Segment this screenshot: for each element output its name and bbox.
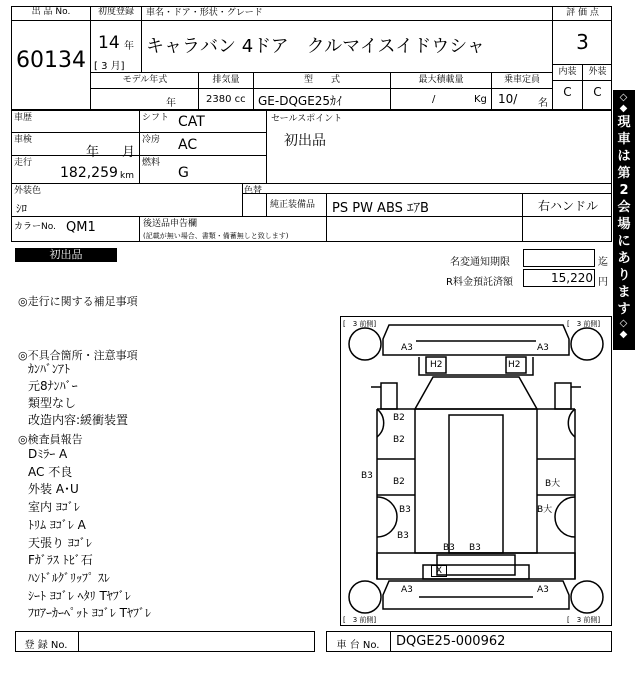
max-load-label: 最大積載量 (418, 75, 464, 85)
shift: CAT (178, 114, 205, 130)
corner-label-tl: [ 3 前側] (343, 320, 377, 328)
displacement-label: 排気量 (212, 75, 240, 85)
side-banner-bottom-diamond: ◇◆ (618, 318, 629, 340)
capacity-unit: 名 (538, 98, 548, 109)
aftermarket-label: 後送品申告欄 (143, 219, 198, 229)
side-banner-text (613, 114, 635, 318)
inspector-heading: ◎検査員報告 (18, 433, 83, 446)
mark-headlight-left: H2 (430, 360, 443, 370)
defect-item: 類型なし (28, 396, 77, 410)
model-code-label: 型 式 (303, 75, 340, 85)
mark-rear-x: X (431, 565, 447, 577)
shift-label: シフト (142, 113, 170, 123)
inspector-item: ﾊﾝﾄﾞﾙｸﾞﾘｯﾌﾟ ｽﾚ (28, 570, 110, 585)
steering: 右ハンドル (538, 199, 599, 213)
first-reg-month: [ 3 月] (94, 61, 125, 72)
color-change-label: 色替 (244, 186, 263, 196)
mark-left-rear-2: B3 (397, 531, 409, 541)
mark-back-panel-2: B3 (469, 543, 481, 553)
color-no: QM1 (66, 220, 96, 235)
equipment-label: 純正装備品 (270, 200, 316, 210)
inspector-item: 室内 ﾖｺﾞﾚ (28, 500, 80, 515)
inspector-item: ｼｰﾄ ﾖｺﾞﾚ ﾍﾀﾘ Tﾔﾌﾞﾚ (28, 588, 131, 603)
mileage: 182,259 (60, 165, 118, 181)
fuel-label: 燃料 (142, 158, 161, 168)
mark-right-rear-2: B大 (537, 505, 553, 515)
mark-left-rear-1: B3 (399, 505, 411, 515)
recycle-unit: 円 (598, 277, 608, 288)
year-unit: 年 (124, 41, 134, 52)
sales-point-label: セールスポイント (271, 114, 343, 124)
inspector-item: 外装 A･U (28, 482, 79, 497)
defect-item: 元8ﾅﾝﾊﾞｰ (28, 379, 78, 393)
exterior-label: 外装 (588, 67, 607, 77)
corner-label-bl: [ 3 前側] (343, 616, 377, 624)
mark-left-door-1: B2 (393, 413, 405, 423)
inspector-item: 天張り ﾖｺﾞﾚ (28, 535, 92, 550)
name-change-label: 名変通知期限 (450, 257, 510, 268)
model-year-unit: 年 (166, 98, 176, 109)
first-reg-label: 初度登録 (97, 7, 134, 17)
lot-no-label: 出 品 No. (31, 7, 71, 17)
defect-item: ｶﾝﾊﾞﾝｱﾄ (28, 362, 71, 376)
mark-front-bumper-left: A3 (401, 343, 413, 353)
inspector-item: ﾄﾘﾑ ﾖｺﾞﾚ A (28, 517, 86, 532)
inspector-item: ﾌﾛｱｰｶｰﾍﾟｯﾄ ﾖｺﾞﾚ Tﾔﾌﾞﾚ (28, 606, 151, 621)
reg-no-label: 登 録 No. (24, 640, 68, 651)
name-change-box (523, 249, 595, 267)
car-name-label: 車名・ドア・形状・グレード (146, 8, 263, 18)
inspector-item: Dﾐﾗｰ A (28, 447, 68, 461)
vehicle-outline (341, 317, 611, 625)
inspector-item: AC 不良 (28, 464, 73, 479)
mark-right-rear-1: B大 (545, 479, 561, 489)
corner-label-tr: [ 3 前側] (567, 320, 601, 328)
exterior-grade: C (593, 85, 602, 99)
fuel: G (178, 165, 189, 181)
side-banner-char: 場 (617, 217, 631, 232)
side-banner-char: り (617, 268, 631, 283)
side-banner-top-diamond: ◇◆ (618, 92, 629, 114)
side-banner-char: 会 (617, 200, 631, 215)
ac-label: 冷房 (142, 135, 161, 145)
history-label: 車歴 (14, 113, 33, 123)
mark-left-side-rear: B3 (361, 471, 373, 481)
side-banner-char: 現 (617, 115, 631, 130)
lot-no: 60134 (16, 48, 86, 73)
mark-left-door-2: B2 (393, 435, 405, 445)
max-load-sep: / (432, 94, 436, 105)
first-listing-badge: 初出品 (15, 248, 117, 262)
mileage-label: 走行 (14, 158, 33, 168)
model-year-label: モデル年式 (122, 75, 168, 85)
capacity-label: 乗車定員 (503, 75, 540, 85)
chassis-label: 車 台 No. (336, 640, 380, 651)
recycle-label: R料金預託済額 (446, 277, 513, 288)
mileage-unit: km (120, 171, 134, 181)
aftermarket-note: (記載が無い場合、書類・備蓄無しと致します) (143, 232, 289, 240)
mark-rear-bumper-right: A3 (537, 585, 549, 595)
inspector-item: Fｶﾞﾗｽ ﾄﾋﾞ石 (28, 553, 93, 568)
inspection-month-unit: 月 (122, 145, 136, 160)
exterior-color: ｼﾛ (16, 202, 27, 215)
mark-rear-bumper-left: A3 (401, 585, 413, 595)
side-banner-char: ま (617, 285, 631, 300)
side-banner-char: に (617, 234, 631, 249)
side-banner-char: 第 (617, 166, 631, 181)
sales-point: 初出品 (284, 133, 326, 149)
mark-left-door-3: B2 (393, 477, 405, 487)
defects-heading: ◎不具合箇所・注意事項 (18, 349, 138, 362)
name-change-unit: 迄 (598, 257, 608, 268)
side-banner-char: は (617, 149, 631, 164)
side-banner (613, 90, 635, 350)
corner-label-br: [ 3 前側] (567, 616, 601, 624)
rating: 3 (576, 30, 589, 54)
color-no-label: カラーNo. (14, 222, 56, 232)
ac: AC (178, 137, 198, 153)
first-reg-year: 14 (98, 33, 120, 53)
side-banner-char: す (617, 302, 631, 317)
inspection-label: 車検 (14, 135, 33, 145)
interior-grade: C (563, 85, 572, 99)
max-load-unit: Kg (474, 94, 487, 105)
inspection-year-unit: 年 (86, 145, 100, 160)
mark-front-bumper-right: A3 (537, 343, 549, 353)
capacity: 10/ (498, 92, 518, 106)
car-name: キャラバン 4ドア クルマイスイドウシャ (146, 36, 485, 57)
recycle-amount: 15,220 (551, 271, 593, 285)
displacement: 2380 cc (206, 94, 246, 105)
mark-headlight-right: H2 (508, 360, 521, 370)
side-banner-char: あ (617, 251, 631, 266)
defect-item: 改造内容:緩衝装置 (28, 413, 129, 427)
driving-heading: ◎走行に関する補足事項 (18, 295, 138, 308)
equipment: PS PW ABS ｴｱB (332, 201, 429, 216)
side-banner-char: 車 (617, 132, 631, 147)
interior-label: 内装 (558, 67, 577, 77)
exterior-color-label: 外装色 (14, 186, 42, 196)
damage-diagram (340, 316, 612, 626)
side-banner-char: 2 (619, 183, 629, 198)
rating-label: 評 価 点 (566, 8, 599, 18)
chassis-no: DQGE25-000962 (396, 634, 506, 649)
model-code: GE-DQGE25ｶｲ (258, 94, 343, 108)
mark-back-panel-1: B3 (443, 543, 455, 553)
